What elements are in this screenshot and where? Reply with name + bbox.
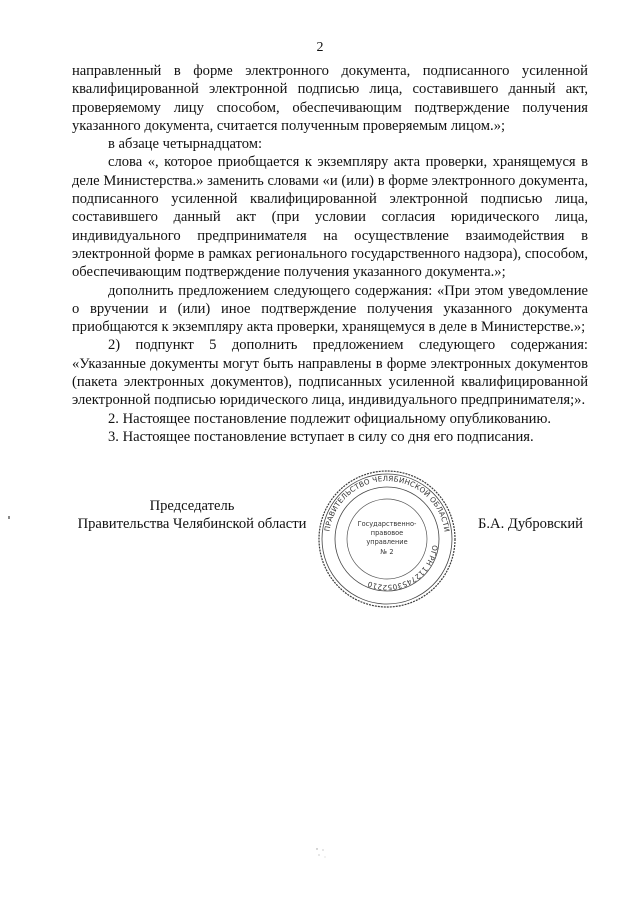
signatory-name: Б.А. Дубровский bbox=[478, 516, 583, 532]
seal-center-line4: № 2 bbox=[380, 548, 394, 556]
document-body bbox=[72, 62, 588, 446]
seal-ogrn-text: ОГРН 1127453052210 bbox=[366, 544, 440, 593]
paragraph-continuation: направленный в форме электронного документа, подписанного усиленной квалифицированной электронной подписью лица, составившего данный акт, проверяемому лицу способом, обеспечивающим подтверждение получения указанного документа, считается полученным проверяемым лицом.»; bbox=[72, 63, 588, 134]
signatory-title-line2: Правительства Челябинской области bbox=[77, 516, 307, 533]
paragraph-abzac-14: в абзаце четырнадцатом: bbox=[108, 136, 263, 153]
page-number: 2 bbox=[316, 40, 324, 55]
paragraph-add-sentence: дополнить предложением следующего содержания: «При этом уведомление о вручении и (или) иное подтверждение получения указанного документа приобщаются к экземпляру акта проверки, хранящемуся в деле в Министерстве.»; bbox=[72, 282, 588, 336]
scan-edge-mark bbox=[8, 516, 10, 519]
scan-speck-mark bbox=[314, 846, 328, 860]
signatory-title bbox=[72, 497, 312, 534]
official-seal bbox=[316, 468, 458, 610]
paragraph-entry-into-force: 3. Настоящее постановление вступает в силу со дня его подписания. bbox=[108, 428, 534, 445]
paragraph-subitem-5: 2) подпункт 5 дополнить предложением следующего содержания: «Указанные документы могут быть направлены в форме электронных документов (пакета электронных документов), подписанных усиленной квалифицированной электронной подписью юридического лица, индивидуального предпринимателя;». bbox=[72, 337, 588, 409]
signatory-title-line1: Председатель bbox=[149, 498, 235, 514]
seal-ring-text: ПРАВИТЕЛЬСТВО ЧЕЛЯБИНСКОЙ ОБЛАСТИ bbox=[322, 473, 452, 533]
seal-center-line1: Государственно- bbox=[357, 520, 417, 528]
seal-center-line2: правовое bbox=[370, 529, 404, 537]
paragraph-publication: 2. Настоящее постановление подлежит официальному опубликованию. bbox=[108, 410, 552, 427]
paragraph-replace-words: слова «, которое приобщается к экземпляру акта проверки, хранящемуся в деле Министерства.» заменить словами «и (или) в форме электронного документа, подписанного усиленной квалифицированной электронной подписью лица, составившего данный акт (при условии согласия юридического лица, индивидуального предпринимателя на осуществление взаимодействия в электронной форме в рамках регионального государственного надзора), способом, обеспечивающим подтверждение получения указанного документа.»; bbox=[72, 154, 588, 281]
seal-center-line3: управление bbox=[366, 538, 408, 546]
